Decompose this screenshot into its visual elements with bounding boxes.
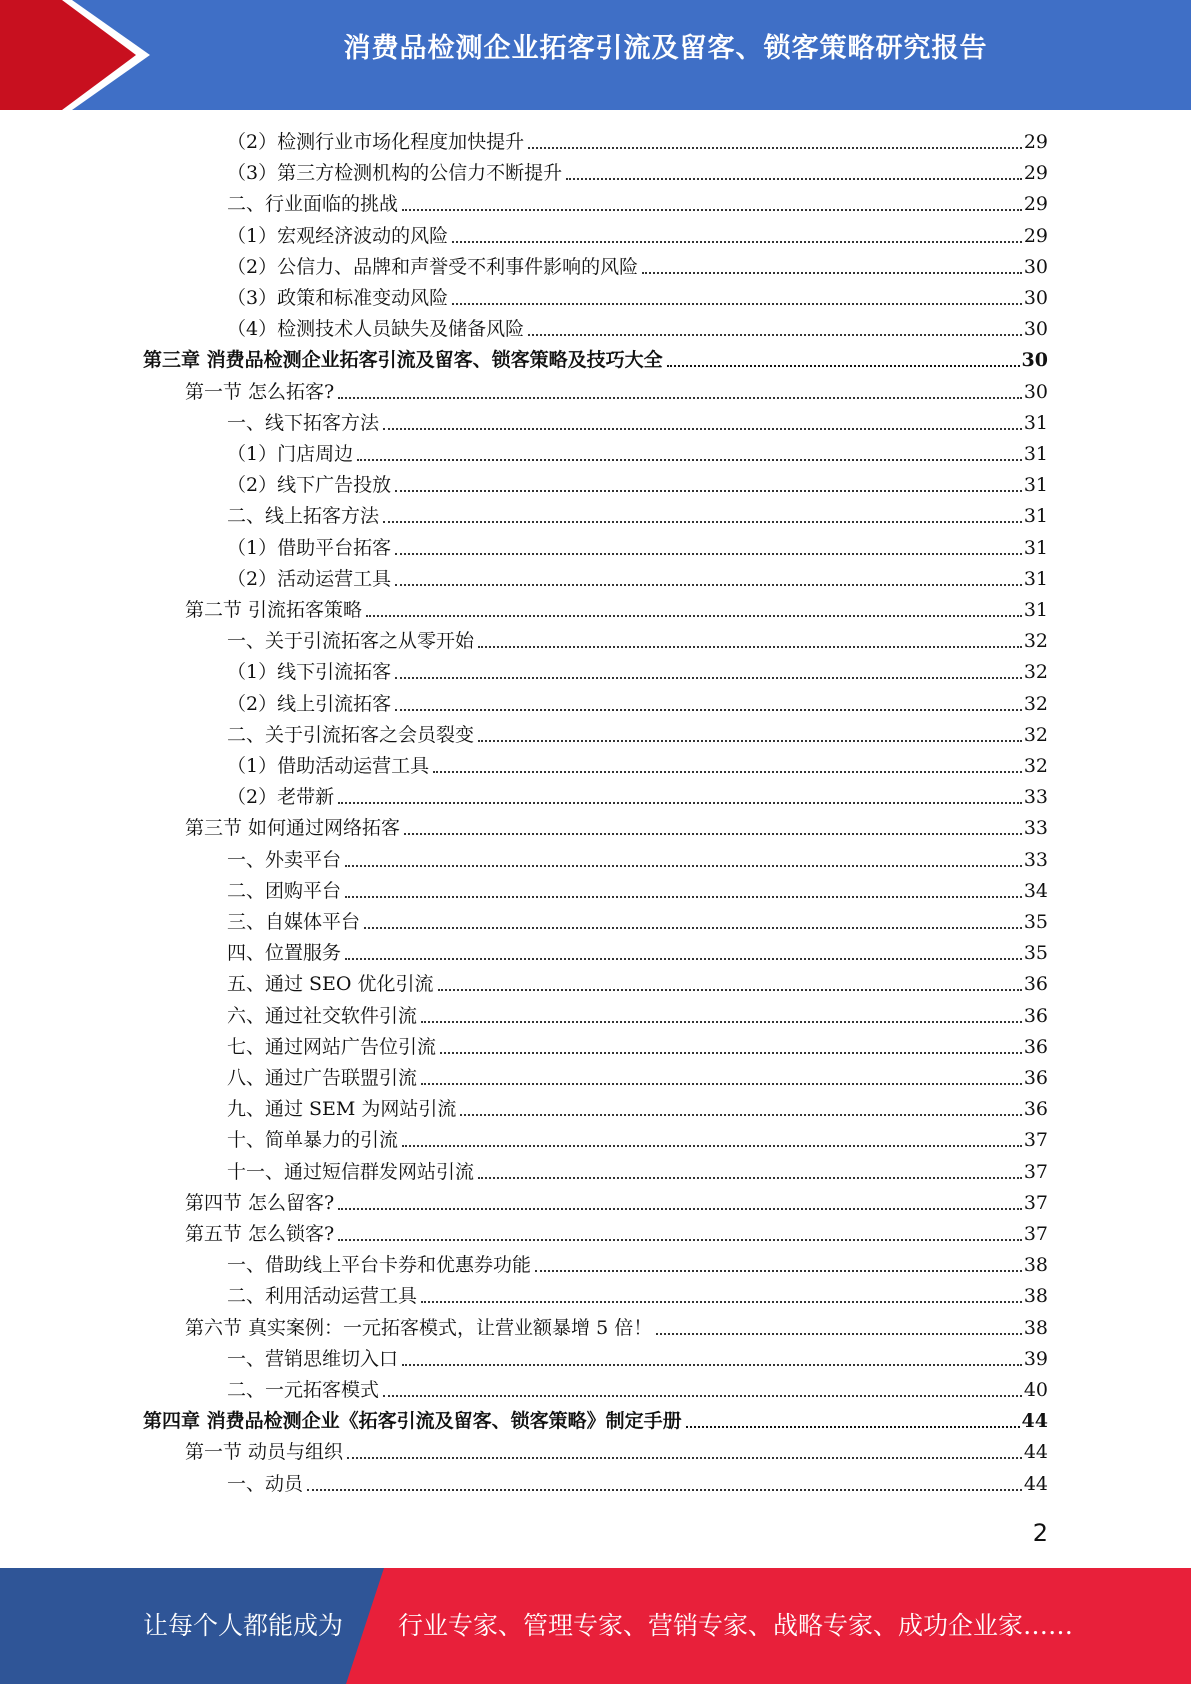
toc-entry-page: 38 — [1023, 1254, 1048, 1277]
toc-entry[interactable] — [227, 501, 1048, 531]
toc-entry-label: 第四章 消费品检测企业《拓客引流及留客、锁客策略》制定手册 — [143, 1410, 682, 1433]
toc-entry-label: 第四节 怎么留客? — [185, 1191, 335, 1214]
toc-entry[interactable] — [227, 907, 1048, 937]
toc-leader-dots — [383, 1395, 1022, 1397]
toc-entry-label: 十、简单暴力的引流 — [227, 1129, 399, 1152]
toc-leader-dots — [345, 896, 1022, 898]
toc-entry-label: （2）老带新 — [227, 786, 335, 809]
toc-entry-page: 31 — [1023, 599, 1048, 621]
toc-entry-page: 31 — [1023, 443, 1048, 465]
footer-slogan-right: 行业专家、管理专家、营销专家、战略专家、成功企业家…… — [398, 1611, 1074, 1640]
toc-entry-label: 二、团购平台 — [227, 879, 342, 902]
toc-entry-page: 33 — [1023, 848, 1048, 871]
toc-leader-dots — [364, 927, 1022, 929]
toc-entry-label: 八、通过广告联盟引流 — [227, 1067, 418, 1089]
toc-leader-dots — [535, 1270, 1022, 1272]
toc-entry-label: 第一节 动员与组织 — [185, 1441, 344, 1464]
toc-leader-dots — [395, 709, 1022, 711]
toc-entry-label: （1）线下引流拓客 — [227, 661, 392, 684]
toc-entry[interactable] — [227, 283, 1048, 313]
toc-entry-page: 29 — [1023, 131, 1048, 153]
toc-leader-dots — [345, 958, 1022, 960]
toc-entry-label: 二、行业面临的挑战 — [227, 193, 399, 216]
toc-entry-label: （4）检测技术人员缺失及储备风险 — [227, 318, 525, 341]
toc-entry-page: 37 — [1023, 1160, 1048, 1183]
toc-leader-dots — [357, 459, 1022, 461]
toc-entry-page: 32 — [1023, 723, 1048, 746]
toc-entry[interactable] — [227, 845, 1048, 875]
toc-leader-dots — [667, 365, 1020, 367]
toc-entry[interactable] — [227, 252, 1048, 282]
toc-entry-label: 五、通过 SEO 优化引流 — [227, 973, 434, 996]
toc-entry-page: 32 — [1023, 692, 1048, 715]
toc-entry-page: 44 — [1023, 1472, 1048, 1495]
toc-entry-page: 38 — [1023, 1316, 1048, 1339]
toc-entry[interactable] — [227, 127, 1048, 157]
toc-leader-dots — [383, 428, 1022, 430]
toc-entry[interactable] — [227, 1063, 1048, 1093]
toc-leader-dots — [686, 1426, 1020, 1428]
toc-entry-page: 31 — [1023, 411, 1048, 434]
page-footer — [0, 1568, 1191, 1684]
toc-entry[interactable] — [227, 1281, 1048, 1311]
toc-entry-page: 36 — [1023, 973, 1048, 996]
toc-entry-label: 七、通过网站广告位引流 — [227, 1035, 437, 1058]
toc-entry-page: 39 — [1023, 1347, 1048, 1370]
toc-entry-page: 37 — [1023, 1223, 1048, 1245]
toc-entry-page: 33 — [1023, 817, 1048, 840]
toc-leader-dots — [452, 241, 1022, 243]
toc-leader-dots — [656, 1333, 1022, 1335]
toc-entry[interactable] — [185, 813, 1048, 843]
toc-entry[interactable] — [185, 1313, 1048, 1343]
document-title: 消费品检测企业拓客引流及留客、锁客策略研究报告 — [343, 33, 988, 64]
toc-entry-label: （2）线下广告投放 — [227, 474, 392, 497]
toc-leader-dots — [452, 303, 1022, 305]
toc-leader-dots — [345, 865, 1022, 867]
toc-entry-page: 30 — [1023, 318, 1048, 341]
toc-entry[interactable] — [143, 345, 1048, 375]
toc-entry[interactable] — [227, 439, 1048, 469]
toc-entry-page: 37 — [1023, 1129, 1048, 1152]
toc-entry[interactable] — [227, 1032, 1048, 1062]
toc-entry-label: 一、动员 — [227, 1472, 304, 1495]
header-arrow-decoration — [0, 0, 150, 110]
toc-entry-page: 31 — [1023, 567, 1048, 590]
toc-leader-dots — [478, 740, 1022, 742]
toc-entry-label: 六、通过社交软件引流 — [227, 1004, 418, 1027]
toc-leader-dots — [402, 1145, 1022, 1147]
toc-entry-label: （3）政策和标准变动风险 — [227, 287, 449, 309]
toc-entry-page: 33 — [1023, 786, 1048, 809]
toc-entry[interactable] — [227, 751, 1048, 781]
toc-leader-dots — [478, 1177, 1022, 1179]
toc-entry-page: 44 — [1023, 1441, 1048, 1464]
toc-entry-page: 35 — [1023, 942, 1048, 965]
toc-entry[interactable] — [227, 938, 1048, 968]
toc-leader-dots — [528, 147, 1022, 149]
toc-entry[interactable] — [227, 408, 1048, 438]
toc-entry-page: 44 — [1021, 1410, 1048, 1433]
toc-entry-label: （1）宏观经济波动的风险 — [227, 224, 449, 247]
toc-entry[interactable] — [143, 1406, 1048, 1436]
toc-entry[interactable] — [227, 1125, 1048, 1155]
toc-leader-dots — [421, 1021, 1022, 1023]
toc-entry-page: 36 — [1023, 1098, 1048, 1121]
toc-entry[interactable] — [227, 720, 1048, 750]
toc-entry-label: 四、位置服务 — [227, 942, 342, 965]
toc-entry-label: 一、借助线上平台卡券和优惠券功能 — [227, 1254, 532, 1277]
toc-leader-dots — [642, 272, 1022, 274]
toc-entry-page: 36 — [1023, 1035, 1048, 1058]
toc-leader-dots — [566, 178, 1022, 180]
toc-entry[interactable] — [227, 626, 1048, 656]
toc-entry[interactable] — [185, 1219, 1048, 1249]
toc-entry-label: （2）活动运营工具 — [227, 567, 392, 590]
toc-entry-label: （2）公信力、品牌和声誉受不利事件影响的风险 — [227, 255, 639, 278]
toc-entry[interactable] — [227, 657, 1048, 687]
toc-entry[interactable] — [227, 1375, 1048, 1405]
toc-entry[interactable] — [185, 1188, 1048, 1218]
toc-entry-label: 第一节 怎么拓客? — [185, 380, 335, 403]
toc-entry-page: 40 — [1023, 1379, 1048, 1401]
toc-entry[interactable] — [227, 221, 1048, 251]
toc-entry[interactable] — [227, 689, 1048, 719]
toc-leader-dots — [421, 1301, 1022, 1303]
toc-entry[interactable] — [227, 1250, 1048, 1280]
toc-entry[interactable] — [227, 533, 1048, 563]
toc-leader-dots — [338, 802, 1022, 804]
toc-entry-page: 30 — [1023, 255, 1048, 278]
toc-entry-label: （2）检测行业市场化程度加快提升 — [227, 131, 525, 153]
toc-leader-dots — [366, 615, 1022, 617]
toc-entry-label: （1）门店周边 — [227, 443, 354, 465]
toc-leader-dots — [383, 521, 1022, 523]
toc-entry-page: 30 — [1021, 349, 1048, 372]
toc-entry[interactable] — [227, 1344, 1048, 1374]
toc-leader-dots — [404, 833, 1022, 835]
toc-leader-dots — [478, 646, 1022, 648]
toc-entry-page: 35 — [1023, 911, 1048, 933]
toc-entry[interactable] — [227, 876, 1048, 906]
toc-leader-dots — [460, 1114, 1021, 1116]
toc-entry-label: （3）第三方检测机构的公信力不断提升 — [227, 162, 563, 185]
toc-entry-label: 第六节 真实案例：一元拓客模式，让营业额暴增 5 倍！ — [185, 1316, 653, 1339]
toc-leader-dots — [438, 989, 1022, 991]
page-header — [0, 0, 1191, 110]
toc-entry-label: 十一、通过短信群发网站引流 — [227, 1160, 475, 1183]
toc-entry[interactable] — [227, 1157, 1048, 1187]
toc-entry-page: 36 — [1023, 1004, 1048, 1027]
toc-entry[interactable] — [227, 470, 1048, 500]
toc-entry-page: 32 — [1023, 661, 1048, 684]
toc-entry-page: 31 — [1023, 474, 1048, 497]
toc-entry-page: 38 — [1023, 1285, 1048, 1308]
toc-entry-label: 一、关于引流拓客之从零开始 — [227, 630, 475, 653]
toc-entry-label: 一、线下拓客方法 — [227, 411, 380, 434]
toc-entry[interactable] — [227, 969, 1048, 999]
toc-entry-label: 一、外卖平台 — [227, 848, 342, 871]
toc-entry-label: 第五节 怎么锁客? — [185, 1223, 335, 1245]
toc-entry-label: 二、一元拓客模式 — [227, 1379, 380, 1401]
toc-entry-label: 二、关于引流拓客之会员裂变 — [227, 723, 475, 746]
toc-entry-label: 第二节 引流拓客策略 — [185, 599, 363, 621]
toc-leader-dots — [395, 677, 1022, 679]
toc-leader-dots — [395, 584, 1022, 586]
toc-entry-page: 37 — [1023, 1191, 1048, 1214]
toc-entry-label: 第三章 消费品检测企业拓客引流及留客、锁客策略及技巧大全 — [143, 349, 663, 372]
toc-entry[interactable] — [227, 564, 1048, 594]
toc-entry-page: 29 — [1023, 224, 1048, 247]
toc-entry-label: 一、营销思维切入口 — [227, 1347, 399, 1370]
toc-entry-page: 34 — [1023, 879, 1048, 902]
toc-entry-label: 二、利用活动运营工具 — [227, 1285, 418, 1308]
toc-leader-dots — [402, 209, 1022, 211]
footer-slogan-left: 让每个人都能成为 — [143, 1611, 344, 1640]
toc-leader-dots — [402, 1364, 1022, 1366]
toc-entry[interactable] — [227, 782, 1048, 812]
toc-entry[interactable] — [227, 1469, 1048, 1499]
toc-entry-page: 31 — [1023, 505, 1048, 528]
toc-entry-label: 第三节 如何通过网络拓客 — [185, 817, 401, 840]
toc-entry-label: （1）借助平台拓客 — [227, 536, 392, 559]
toc-leader-dots — [433, 771, 1022, 773]
toc-entry-label: （2）线上引流拓客 — [227, 692, 392, 715]
toc-entry-label: （1）借助活动运营工具 — [227, 755, 430, 777]
toc-leader-dots — [421, 1083, 1022, 1085]
toc-leader-dots — [338, 1239, 1022, 1241]
toc-entry-page: 29 — [1023, 162, 1048, 185]
toc-leader-dots — [338, 1208, 1022, 1210]
toc-entry-page: 31 — [1023, 536, 1048, 559]
toc-entry-page: 29 — [1023, 193, 1048, 216]
toc-entry-page: 32 — [1023, 755, 1048, 777]
toc-entry-label: 二、线上拓客方法 — [227, 505, 380, 528]
toc-leader-dots — [528, 334, 1022, 336]
toc-leader-dots — [395, 490, 1022, 492]
toc-entry[interactable] — [227, 1001, 1048, 1031]
toc-entry[interactable] — [227, 189, 1048, 219]
toc-entry[interactable] — [185, 1437, 1048, 1467]
toc-leader-dots — [395, 553, 1022, 555]
toc-leader-dots — [347, 1457, 1022, 1459]
toc-entry-page: 30 — [1023, 287, 1048, 309]
toc-leader-dots — [338, 397, 1022, 399]
toc-leader-dots — [307, 1489, 1022, 1491]
toc-entry[interactable] — [227, 1094, 1048, 1124]
toc-leader-dots — [440, 1052, 1022, 1054]
toc-entry-page: 30 — [1023, 380, 1048, 403]
toc-entry[interactable] — [185, 595, 1048, 625]
toc-entry[interactable] — [185, 377, 1048, 407]
toc-entry-page: 32 — [1023, 630, 1048, 653]
toc-entry-label: 三、自媒体平台 — [227, 911, 361, 933]
toc-entry[interactable] — [227, 158, 1048, 188]
toc-entry-page: 36 — [1023, 1067, 1048, 1089]
page-number: 2 — [1032, 1519, 1048, 1547]
toc-entry[interactable] — [227, 314, 1048, 344]
toc-entry-label: 九、通过 SEM 为网站引流 — [227, 1098, 457, 1121]
